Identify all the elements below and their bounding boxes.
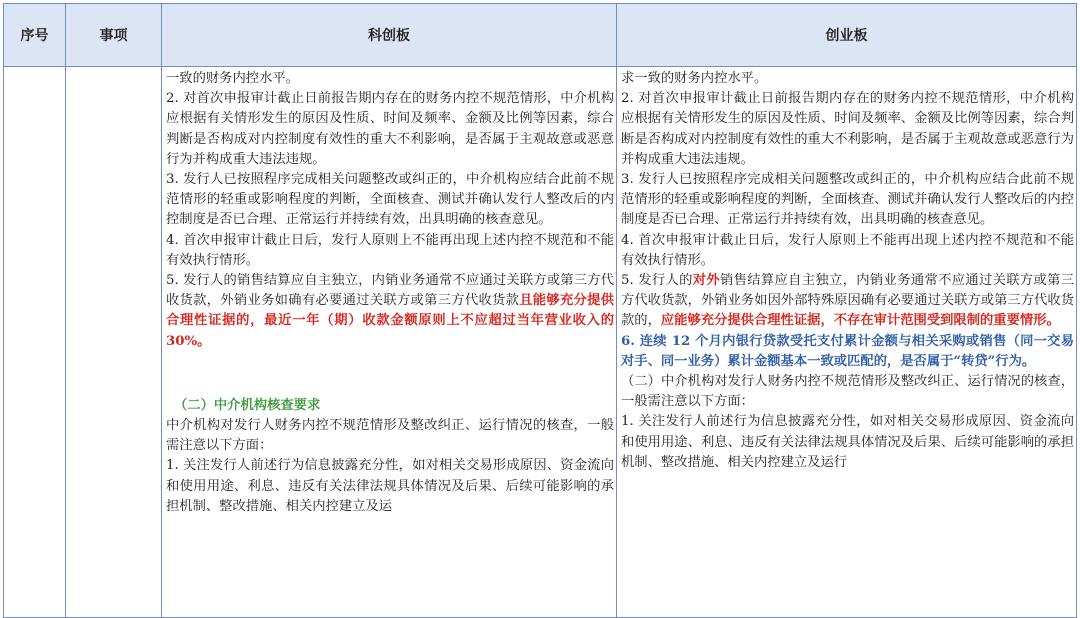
header-index: 序号 bbox=[4, 4, 66, 67]
cyb-paragraph-5-text-b: 销售结算应自主独立，内销业务通常不应通过关联方或第三方代收货款，外销业务如因外部特殊原因确有必要通过关联方或第三方代收货款的， bbox=[621, 273, 1075, 329]
cyb-paragraph-6: 6. 连续 12 个月内银行贷款受托支付累计金额与相关采购或销售（同一交易对手、同一业务）累计金额基本一致或匹配的，是否属于“转贷”行为。 bbox=[621, 333, 1074, 369]
cyb-paragraph-8: 1. 关注发行人前述行为信息披露充分性，如对相关交易形成原因、资金流向和使用用途、利息、违反有关法律法规具体情况及后果、后续可能影响的承担机制、整改措施、相关内控建立及运行 bbox=[621, 414, 1074, 470]
star-market-cell bbox=[162, 67, 617, 618]
table-row bbox=[4, 67, 1077, 618]
header-chinext: 创业板 bbox=[617, 4, 1077, 67]
index-cell bbox=[4, 67, 66, 618]
matter-cell bbox=[66, 67, 162, 618]
cyb-paragraph-5-highlight-1: 对外 bbox=[692, 273, 721, 289]
header-star-market: 科创板 bbox=[162, 4, 617, 67]
cyb-paragraph-2: 2. 对首次申报审计截止日前报告期内存在的财务内控不规范情形，中介机构应根据有关情形发生的原因及性质、时间及频率、金额及比例等因素，综合判断是否构成对内控制度有效性的重大不利影响，是否属于主观故意或恶意行为并构成重大违法违规。 bbox=[621, 91, 1074, 167]
kcb-paragraph-2: 2. 对首次申报审计截止日前报告期内存在的财务内控不规范情形，中介机构应根据有关情形发生的原因及性质、时间及频率、金额及比例等因素，综合判断是否构成对内控制度有效性的重大不利影响，是否属于主观故意或恶意行为并构成重大违法违规。 bbox=[166, 91, 614, 167]
chinext-cell bbox=[617, 67, 1077, 618]
header-row bbox=[4, 4, 1077, 67]
cyb-paragraph-1: 求一致的财务内控水平。 bbox=[621, 71, 768, 86]
header-matter: 事项 bbox=[66, 4, 162, 67]
kcb-paragraph-3: 3. 发行人已按照程序完成相关问题整改或纠正的，中介机构应结合此前不规范情形的轻重或影响程度的判断，全面核查、测试并确认发行人整改后的内控制度是否已合理、正常运行并持续有效，出具明确的核查意见。 bbox=[166, 172, 614, 228]
kcb-paragraph-1: 一致的财务内控水平。 bbox=[166, 71, 299, 86]
cyb-paragraph-5 bbox=[621, 271, 1074, 332]
spacer bbox=[166, 352, 614, 396]
cyb-paragraph-3: 3. 发行人已按照程序完成相关问题整改或纠正的，中介机构应结合此前不规范情形的轻重或影响程度的判断，全面核查、测试并确认发行人整改后的内控制度是否已合理、正常运行并持续有效，出具明确的核查意见。 bbox=[621, 172, 1074, 228]
cyb-paragraph-5-highlight-2: 应能够充分提供合理性证据，不存在审计范围受到限制的重要情形。 bbox=[660, 313, 1060, 329]
cyb-paragraph-4: 4. 首次申报审计截止日后，发行人原则上不能再出现上述内控不规范和不能有效执行情形。 bbox=[621, 232, 1074, 268]
kcb-paragraph-6: 中介机构对发行人财务内控不规范情形及整改纠正、运行情况的核查，一般需注意以下方面： bbox=[166, 418, 614, 454]
kcb-paragraph-5 bbox=[166, 271, 614, 352]
cyb-paragraph-5-text-a: 5. 发行人的 bbox=[621, 273, 693, 289]
kcb-paragraph-4: 4. 首次申报审计截止日后，发行人原则上不能再出现上述内控不规范和不能有效执行情形。 bbox=[166, 232, 614, 268]
kcb-section-heading: （二）中介机构核查要求 bbox=[174, 397, 321, 413]
kcb-paragraph-5-highlight: 且能够充分提供合理性证据的，最近一年（期）收款金额原则上不应超过当年营业收入的 30%。 bbox=[166, 293, 615, 349]
cyb-paragraph-7: （二）中介机构对发行人财务内控不规范情形及整改纠正、运行情况的核查，一般需注意以下方面： bbox=[621, 374, 1074, 410]
kcb-paragraph-7: 1. 关注发行人前述行为信息披露充分性，如对相关交易形成原因、资金流向和使用用途、利息、违反有关法律法规具体情况及后果、后续可能影响的承担机制、整改措施、相关内控建立及运 bbox=[166, 458, 614, 514]
kcb-paragraph-5-text: 5. 发行人的销售结算应自主独立，内销业务通常不应通过关联方或第三方代收货款，外销业务如确有必要通过关联方或第三方代收货款 bbox=[166, 273, 614, 309]
comparison-table bbox=[3, 3, 1077, 618]
